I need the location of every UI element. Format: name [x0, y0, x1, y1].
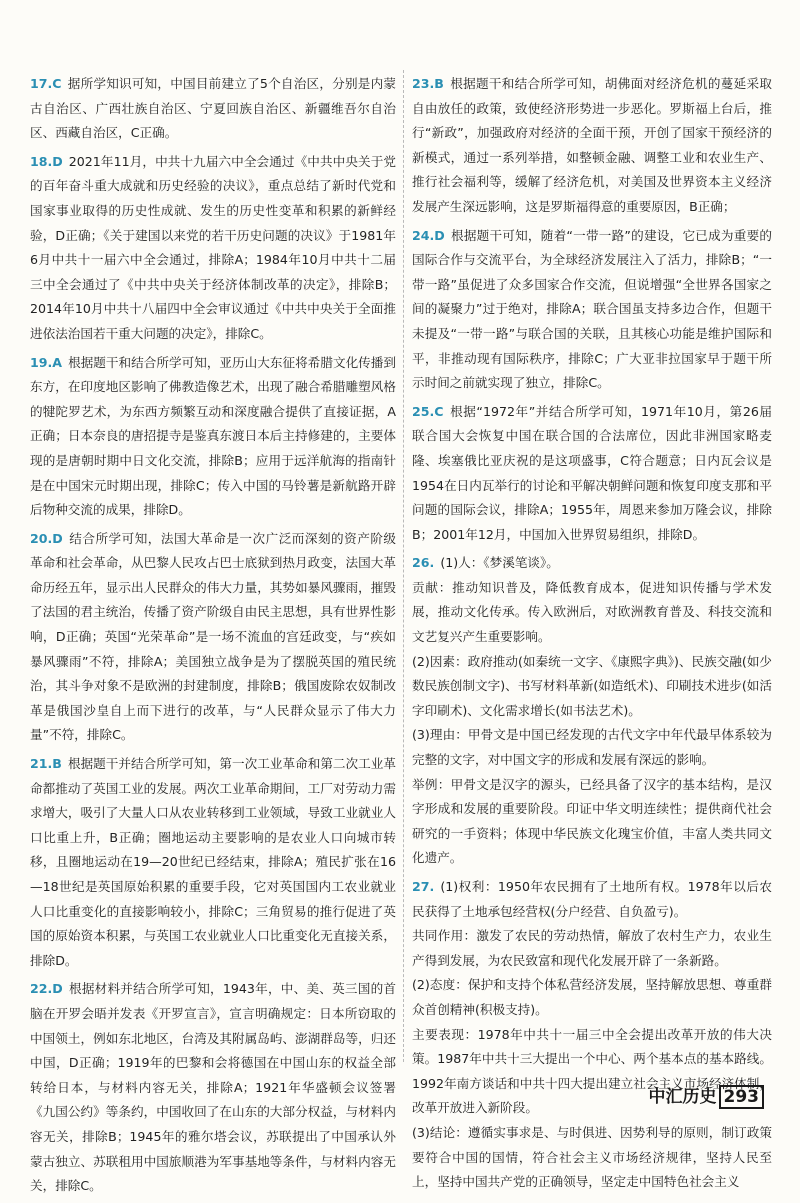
answer-text — [30, 351, 396, 523]
answer-item — [30, 150, 396, 347]
answer-item — [30, 977, 396, 1198]
answer-subparagraph: 主要表现：1978年中共十一届三中全会提出改革开放的伟大决策。1987年中共十三大提出一个中心、两个基本点的基本路线。1992年南方谈话和中共十四大提出建立社会主义市场经济体制，改革开放进入新阶段。 — [412, 1026, 772, 1116]
question-number: 26. — [412, 555, 435, 571]
answer-subparagraph: (3)理由：甲骨文是中国已经发现的古代文字中年代最早体系较为完整的文字，对中国文字的形成和发展有深远的影响。 — [412, 727, 772, 768]
answer-subparagraph: 贡献：推动知识普及，降低教育成本，促进知识传播与学术发展，推动文化传承。传入欧洲后，对欧洲教育普及、科技交流和文艺复兴产生重要影响。 — [412, 579, 772, 645]
answer-item — [412, 551, 772, 871]
answer-subparagraph: (2)因素：政府推动(如秦统一文字、《康熙字典》)、民族交融(如少数民族创制文字)、书写材料革新(如造纸术)、印刷技术进步(如活字印刷术)、文化需求增长(如书法艺术)。 — [412, 653, 773, 718]
question-number: 19.A — [30, 354, 63, 370]
answer-text — [412, 551, 772, 576]
page-number: 293 — [719, 1085, 765, 1109]
right-column — [412, 72, 772, 1199]
question-number: 23.B — [412, 76, 444, 91]
answer-item — [30, 72, 396, 146]
answer-body: (1)人：《梦溪笔谈》。 — [440, 555, 559, 571]
answer-subparagraph: 共同作用：激发了农民的劳动热情，解放了农村生产力，农业生产得到发展，为农民致富和现代化发展开辟了一条新路。 — [412, 928, 772, 968]
answer-item — [30, 351, 396, 523]
answer-item — [412, 400, 772, 548]
answer-text — [412, 875, 772, 924]
question-number: 18.D — [30, 153, 63, 169]
left-column — [30, 72, 396, 1203]
answer-subparagraph: 举例：甲骨文是汉字的源头，已经具备了汉字的基本结构，是汉字形成和发展的重要阶段。印证中华文明连续性；提供商代社会研究的一手资料；体现中华民族文化瑰宝价值，丰富人类共同文化遗产。 — [412, 776, 772, 866]
page-footer — [649, 1082, 765, 1109]
answer-item — [412, 875, 772, 1195]
answer-body: 根据题干并结合所学可知，第一次工业革命和第二次工业革命都推动了英国工业的发展。两次工业革命期间，工厂对劳动力需求增大，吸引了大量人口从农业转移到工业领域，导致工业就业人口比重上升，B正确；圈地运动主要影响的是农业人口向城市转移，且圈地运动在19—20世纪已经结束，排除A；殖民扩张在16—18世纪是英国原始积累的重要手段，它对英国国内工农业就业人口比重变化的直接影响较小，排除C；三角贸易的推行促进了英国的原始资本积累，与英国工农业就业人口比重变化无直接关系，排除D。 — [30, 756, 396, 968]
answer-text — [30, 150, 396, 347]
column-divider — [403, 70, 404, 1062]
answer-item — [412, 72, 772, 220]
answer-body: 根据题干可知，随着“一带一路”的建设，它已成为重要的国际合作与交流平台，为全球经济发展注入了活力，排除B；“一带一路”虽促进了众多国家合作交流，但说增强“全世界各国家之间的凝聚力”过于绝对，排除A；联合国虽支持多边合作，但题干未提及“一带一路”与联合国的关联，且其核心功能是维护国际和平，非推动现有国际秩序，排除C；广大亚非拉国家早于题干所示时间之前就实现了独立，排除C。 — [412, 227, 772, 391]
answer-body: 根据材料并结合所学可知，1943年，中、美、英三国的首脑在开罗会晤并发表《开罗宣言》，宣言明确规定：日本所窃取的中国领土，例如东北地区，台湾及其附属岛屿、澎湖群岛等，归还中国，D正确；1919年的巴黎和会将德国在中国山东的权益全部转给日本，与材料内容无关，排除A；1921年华盛顿会议签署《九国公约》等条约，中国收回了在山东的大部分权益，与材料内容无关，排除B；1945年的雅尔塔会议，苏联提出了中国承认外蒙古独立、苏联租用中国旅顺港为军事基地等条件，与材料内容无关，排除C。 — [30, 981, 396, 1194]
answer-body: 结合所学可知，法国大革命是一次广泛而深刻的资产阶级革命和社会革命，从巴黎人民攻占巴士底狱到热月政变，法国大革命历经五年，显示出人民群众的伟大力量，其势如暴风骤雨，摧毁了法国的君主统治，传播了资产阶级自由民主思想，具有世界性影响，D正确；英国“光荣革命”是一场不流血的宫廷政变，与“疾如暴风骤雨”不符，排除A；美国独立战争是为了摆脱英国的殖民统治，其斗争对象不是欧洲的封建制度，排除B；俄国废除农奴制改革是俄国沙皇自上而下进行的改革，与“人民群众显示了伟大力量”不符，排除C。 — [30, 530, 396, 743]
answer-body: 根据题干和结合所学可知，亚历山大东征将希腊文化传播到东方，在印度地区影响了佛教造像艺术，出现了融合希腊雕塑风格的犍陀罗艺术，为东西方频繁互动和深度融合提供了直接证据，A正确；日本奈良的唐招提寺是鉴真东渡日本后主持修建的，主要体现的是唐朝时期中日文化交流，排除B；应用于远洋航海的指南针是在中国宋元时期出现，排除C；传入中国的马铃薯是新航路开辟后物种交流的成果，排除D。 — [30, 354, 396, 518]
answer-text — [412, 72, 772, 220]
question-number: 20.D — [30, 530, 63, 546]
answer-item — [30, 752, 396, 973]
question-number: 27. — [412, 879, 435, 894]
book-title: 中汇历史 — [648, 1087, 717, 1107]
answer-text — [30, 527, 396, 748]
answer-text — [30, 752, 396, 973]
answer-subparagraph: (3)结论：遵循实事求是、与时俱进、因势利导的原则，制订政策要符合中国的国情，符合社会主义市场经济规律，坚持人民至上，坚持中国共产党的正确领导，坚定走中国特色社会主义 — [412, 1124, 772, 1190]
answer-item — [412, 224, 772, 396]
answer-subparagraph: (2)态度：保护和支持个体私营经济发展，坚持解放思想、尊重群众首创精神(积极支持)。 — [412, 977, 772, 1017]
answer-body: 根据题干和结合所学可知，胡佛面对经济危机的蔓延采取自由放任的政策，致使经济形势进一步恶化。罗斯福上台后，推行“新政”，加强政府对经济的全面干预，开创了国家干预经济的新模式，通过一系列举措，如整顿金融、调整工业和农业生产、推行社会福利等，缓解了经济危机，对美国及世界资本主义经济发展产生深远影响，这是罗斯福得意的重要原因，B正确； — [412, 76, 772, 214]
answer-item — [30, 527, 396, 748]
question-number: 17.C — [30, 76, 62, 91]
answer-text — [30, 977, 396, 1198]
answer-text — [412, 400, 772, 548]
question-number: 25.C — [412, 403, 444, 419]
answer-text — [412, 224, 772, 396]
answer-text — [30, 72, 396, 146]
answer-body: 2021年11月，中共十九届六中全会通过《中共中央关于党的百年奋斗重大成就和历史经验的决议》，重点总结了新时代党和国家事业取得的历史性成就、发生的历史性变革和积累的新鲜经验，D正确；《关于建国以来党的若干历史问题的决议》于1981年6月中共十一届六中全会通过，排除A；1984年10月中共十二届三中全会通过了《中共中央关于经济体制改革的决定》，排除B；2014年10月中共十八届四中全会审议通过《中共中央关于全面推进依法治国若干重大问题的决定》，排除C。 — [30, 153, 396, 341]
answer-body: 根据“1972年”并结合所学可知，1971年10月，第26届联合国大会恢复中国在联合国的合法席位，因此非洲国家略麦隆、埃塞俄比亚庆祝的是这项盛事，C符合题意；日内瓦会议是1954在日内瓦举行的讨论和平解决朝鲜问题和恢复印度支那和平问题的国际会议，排除A；1955年，周恩来参加万隆会议，排除B；2001年12月，中国加入世界贸易组织，排除D。 — [412, 403, 772, 542]
question-number: 24.D — [412, 227, 445, 243]
answer-body: 据所学知识可知，中国目前建立了5个自治区，分别是内蒙古自治区、广西壮族自治区、宁夏回族自治区、新疆维吾尔自治区、西藏自治区，C正确。 — [30, 76, 396, 141]
question-number: 21.B — [30, 756, 62, 772]
question-number: 22.D — [30, 981, 63, 997]
answer-body: (1)权利：1950年农民拥有了土地所有权。1978年以后农民获得了土地承包经营权(分户经营、自负盈亏)。 — [412, 879, 772, 919]
